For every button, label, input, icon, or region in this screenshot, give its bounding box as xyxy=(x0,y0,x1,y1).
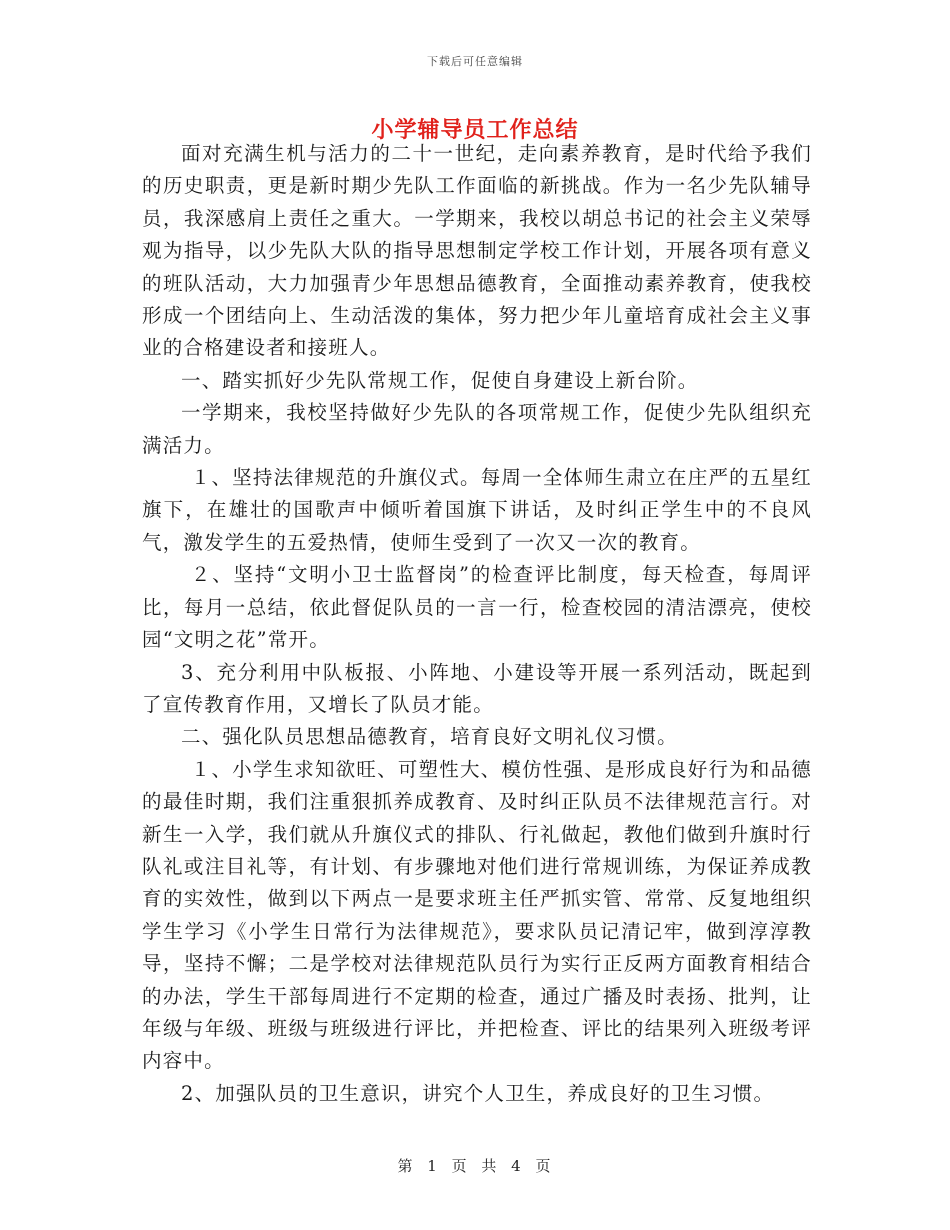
page-number-footer: 第 1 页 共 4 页 xyxy=(397,1157,553,1175)
section-heading-2: 二、强化队员思想品德教育，培育良好文明礼仪习惯。 xyxy=(181,725,678,749)
list-item: 3、充分利用中队板报、小阵地、小建设等开展一系列活动，既起到了宣传教育作用，又增长了队员才能。 xyxy=(142,660,812,716)
paragraph-intro: 面对充满生机与活力的二十一世纪，走向素养教育，是时代给予我们的历史职责，更是新时期少先队工作面临的新挑战。作为一名少先队辅导员，我深感肩上责任之重大。一学期来，我校以胡总书记的社会主义荣辱观为指导，以少先队大队的指导思想制定学校工作计划，开展各项有意义的班队活动，大力加强青少年思想品德教育，全面推动素养教育，使我校形成一个团结向上、生动活泼的集体，努力把少年儿童培育成社会主义事业的合格建设者和接班人。 xyxy=(142,142,812,360)
list-item: １、小学生求知欲旺、可塑性大、模仿性强、是形成良好行为和品德的最佳时期，我们注重狠抓养成教育、及时纠正队员不法律规范言行。对新生一入学，我们就从升旗仪式的排队、行礼做起，教他们做到升旗时行队礼或注目礼等，有计划、有步骤地对他们进行常规训练，为保证养成教育的实效性，做到以下两点一是要求班主任严抓实管、常常、反复地组织学生学习《小学生日常行为法律规范》，要求队员记清记牢，做到淳淳教导，坚持不懈；二是学校对法律规范队员行为实行正反两方面教育相结合的办法，学生干部每周进行不定期的检查，通过广播及时表扬、批判，让年级与年级、班级与班级进行评比，并把检查、评比的结果列入班级考评内容中。 xyxy=(142,757,812,1073)
list-item: ２、坚持“文明小卫士监督岗”的检查评比制度，每天检查，每周评比，每月一总结，依此督促队员的一言一行，检查校园的清洁漂亮，使校园“文明之花”常开。 xyxy=(142,563,812,652)
header-note: 下载后可任意编辑 xyxy=(427,55,523,68)
list-item: 2、加强队员的卫生意识，讲究个人卫生，养成良好的卫生习惯。 xyxy=(181,1081,775,1105)
document-body xyxy=(142,138,812,1110)
paragraph-section-1-intro: 一学期来，我校坚持做好少先队的各项常规工作，促使少先队组织充满活力。 xyxy=(142,401,812,457)
list-item: １、坚持法律规范的升旗仪式。每周一全体师生肃立在庄严的五星红旗下，在雄壮的国歌声中倾听着国旗下讲话，及时纠正学生中的不良风气，激发学生的五爱热情，使师生受到了一次又一次的教育。 xyxy=(142,466,812,554)
section-heading-1: 一、踏实抓好少先队常规工作，促使自身建设上新台阶。 xyxy=(181,368,699,392)
document-title: 小学辅导员工作总结 xyxy=(371,118,579,143)
